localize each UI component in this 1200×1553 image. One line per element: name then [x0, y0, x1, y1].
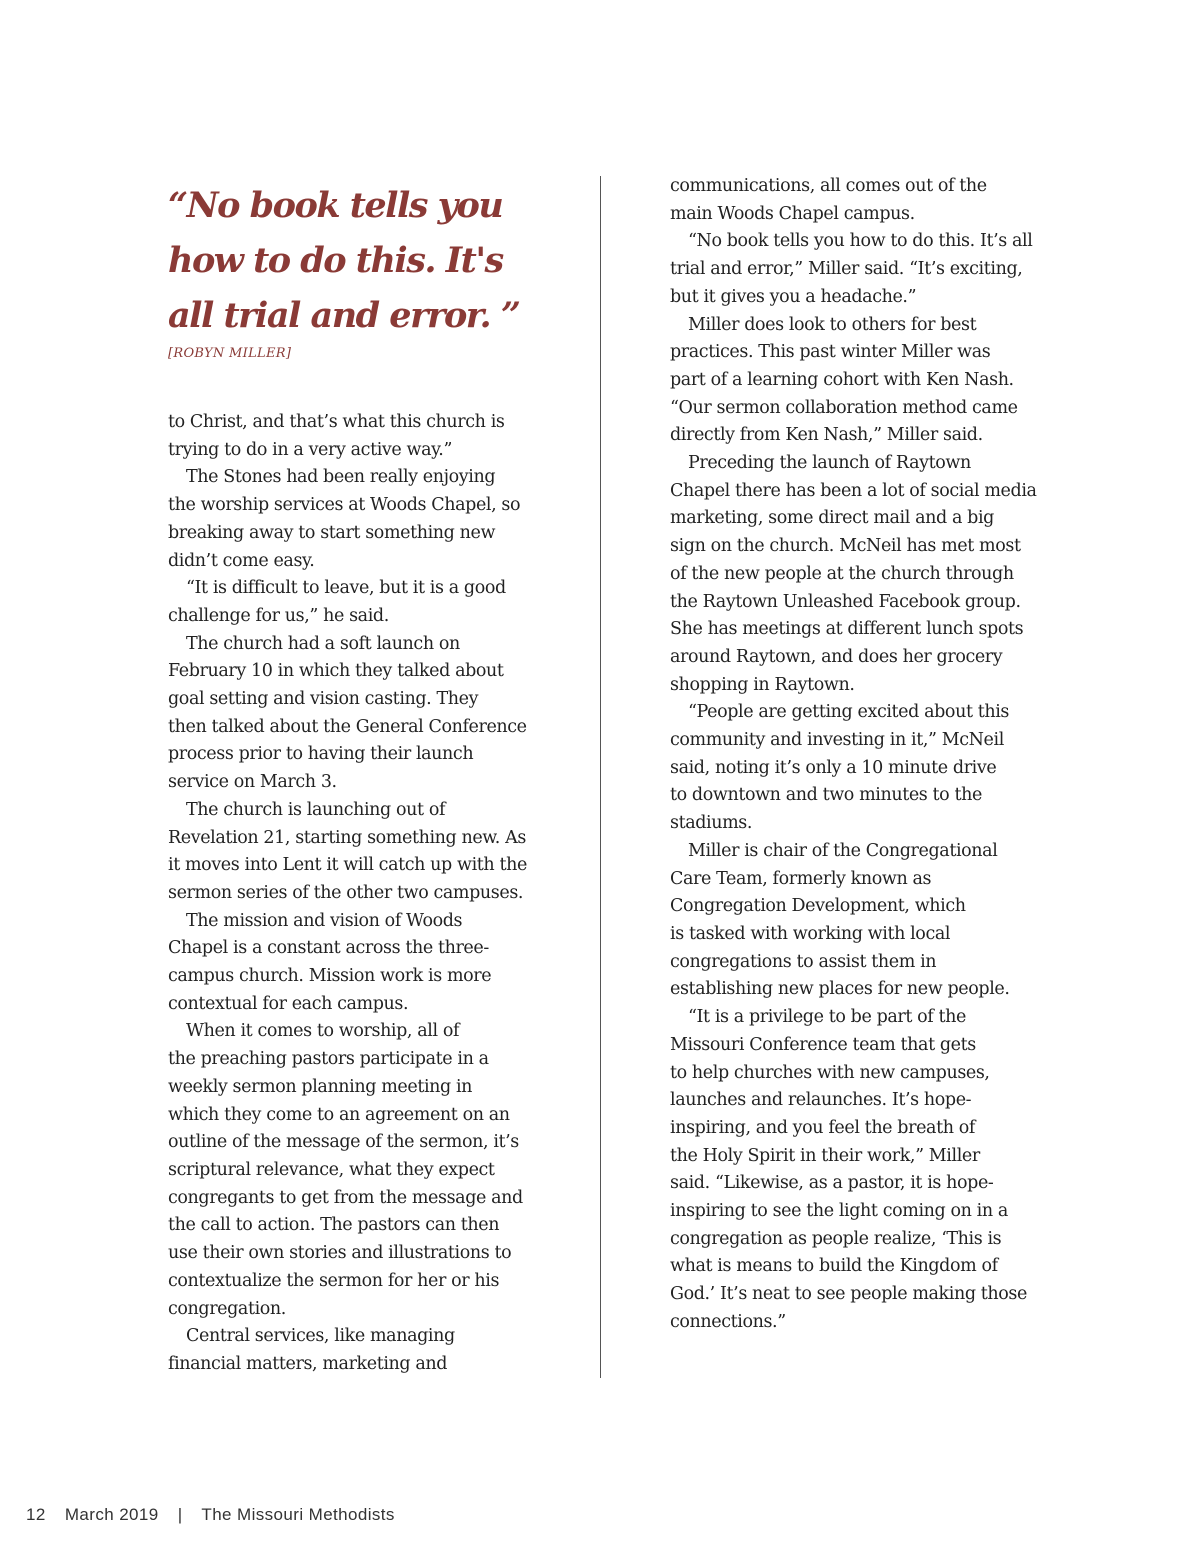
text-line: Miller does look to others for best: [688, 314, 977, 335]
text-line: financial matters, marketing and: [168, 1353, 448, 1374]
text-line: stadiums.: [670, 813, 753, 834]
text-line: “No book tells you how to do this. It’s all: [688, 231, 1033, 252]
text-line: God.’ It’s neat to see people making those: [670, 1284, 1027, 1305]
text-line: The church had a soft launch on: [186, 633, 460, 654]
text-line: “It is difficult to leave, but it is a good: [186, 578, 506, 599]
paragraph: [670, 450, 1040, 699]
text-line: Care Team, formerly known as: [670, 868, 932, 889]
text-line: sermon series of the other two campuses.: [168, 882, 524, 903]
text-line: process prior to having their launch: [168, 744, 474, 765]
text-line: Chapel is a constant across the three-: [168, 938, 489, 959]
text-line: congregation.: [168, 1298, 286, 1319]
paragraph: [168, 1018, 538, 1323]
text-line: the worship services at Woods Chapel, so: [168, 495, 521, 516]
text-line: outline of the message of the sermon, it’s: [168, 1132, 519, 1153]
text-line: said. “Likewise, as a pastor, it is hope-: [670, 1173, 994, 1194]
text-line: to downtown and two minutes to the: [670, 785, 982, 806]
text-line: “People are getting excited about this: [688, 702, 1010, 723]
text-line: scriptural relevance, what they expect: [168, 1159, 495, 1180]
text-line: The Stones had been really enjoying: [186, 467, 496, 488]
paragraph: [168, 1323, 538, 1378]
text-line: campus church. Mission work is more: [168, 966, 492, 987]
paragraph: [670, 228, 1040, 311]
paragraph: [670, 312, 1040, 451]
text-line: what is means to build the Kingdom of: [670, 1256, 998, 1277]
paragraph: [168, 908, 538, 1019]
issue-date: March 2019: [64, 1505, 159, 1524]
text-line: the call to action. The pastors can then: [168, 1215, 500, 1236]
text-line: the preaching pastors participate in a: [168, 1049, 489, 1070]
text-line: directly from Ken Nash,” Miller said.: [670, 425, 983, 446]
text-line: Missouri Conference team that gets: [670, 1034, 976, 1055]
text-line: Preceding the launch of Raytown: [688, 453, 971, 474]
text-line: then talked about the General Conference: [168, 716, 527, 737]
text-line: to help churches with new campuses,: [670, 1062, 990, 1083]
text-line: Congregation Development, which: [670, 896, 966, 917]
paragraph: [168, 631, 538, 797]
text-line: “It is a privilege to be part of the: [688, 1007, 966, 1028]
text-line: launches and relaunches. It’s hope-: [670, 1090, 972, 1111]
text-line: the Raytown Unleashed Facebook group.: [670, 591, 1021, 612]
text-line: When it comes to worship, all of: [186, 1021, 460, 1042]
text-line: challenge for us,” he said.: [168, 605, 389, 626]
paragraph: [168, 464, 538, 575]
text-line: communications, all comes out of the: [670, 176, 987, 196]
text-line: to Christ, and that’s what this church is: [168, 412, 505, 432]
text-line: use their own stories and illustrations to: [168, 1243, 512, 1264]
text-line: inspiring, and you feel the breath of: [670, 1117, 975, 1138]
text-line: weekly sermon planning meeting in: [168, 1076, 473, 1097]
paragraph: [168, 797, 538, 908]
text-line: contextual for each campus.: [168, 993, 409, 1014]
text-line: community and investing in it,” McNeil: [670, 730, 1004, 751]
text-line: practices. This past winter Miller was: [670, 342, 991, 363]
text-line: the Holy Spirit in their work,” Miller: [670, 1145, 980, 1166]
text-line: breaking away to start something new: [168, 522, 496, 543]
text-line: contextualize the sermon for her or his: [168, 1270, 500, 1291]
text-line: connections.”: [670, 1311, 786, 1332]
text-line: shopping in Raytown.: [670, 674, 855, 695]
right-column: [670, 173, 1040, 1337]
text-line: marketing, some direct mail and a big: [670, 508, 994, 529]
text-line: Revelation 21, starting something new. As: [168, 827, 526, 848]
column-divider: [600, 176, 601, 1378]
text-line: congregations to assist them in: [670, 951, 937, 972]
text-line: February 10 in which they talked about: [168, 661, 504, 682]
text-line: She has meetings at different lunch spots: [670, 619, 1024, 640]
text-line: “Our sermon collaboration method came: [670, 397, 1018, 418]
text-line: Chapel there has been a lot of social media: [670, 480, 1037, 501]
paragraph: [670, 173, 1040, 228]
text-line: which they come to an agreement on an: [168, 1104, 510, 1125]
publication-name: The Missouri Methodists: [201, 1505, 395, 1524]
text-line: trying to do in a very active way.”: [168, 439, 452, 460]
pull-quote-line: all trial and error. ”: [168, 295, 520, 336]
text-line: didn’t come easy.: [168, 550, 315, 571]
page-footer: [26, 1505, 409, 1525]
text-line: service on March 3.: [168, 772, 337, 793]
text-line: The church is launching out of: [186, 799, 446, 820]
text-line: around Raytown, and does her grocery: [670, 646, 1003, 667]
text-line: inspiring to see the light coming on in a: [670, 1201, 1008, 1222]
pull-quote-line: “No book tells you: [168, 185, 503, 226]
text-line: sign on the church. McNeil has met most: [670, 536, 1021, 557]
text-line: part of a learning cohort with Ken Nash.: [670, 369, 1014, 390]
text-line: trial and error,” Miller said. “It’s exciting,: [670, 259, 1023, 280]
text-line: The mission and vision of Woods: [186, 910, 463, 931]
text-line: is tasked with working with local: [670, 923, 951, 944]
text-line: of the new people at the church through: [670, 563, 1014, 584]
pull-quote: [168, 178, 568, 343]
text-line: congregation as people realize, ‘This is: [670, 1228, 1002, 1249]
paragraph: [168, 575, 538, 630]
page-number: 12: [26, 1505, 46, 1524]
paragraph: [670, 1004, 1040, 1336]
text-line: it moves into Lent it will catch up with the: [168, 855, 527, 876]
paragraph: [168, 409, 538, 464]
paragraph: [670, 699, 1040, 838]
text-line: Miller is chair of the Congregational: [688, 840, 998, 861]
pull-quote-line: how to do this. It's: [168, 240, 503, 281]
text-line: establishing new places for new people.: [670, 979, 1010, 1000]
text-line: but it gives you a headache.”: [670, 286, 917, 307]
text-line: Central services, like managing: [186, 1326, 455, 1347]
paragraph: [670, 838, 1040, 1004]
left-column: [168, 409, 538, 1379]
text-line: said, noting it’s only a 10 minute drive: [670, 757, 997, 778]
text-line: goal setting and vision casting. They: [168, 689, 479, 710]
footer-separator: |: [177, 1505, 183, 1524]
text-line: congregants to get from the message and: [168, 1187, 523, 1208]
pull-quote-attribution: [ROBYN MILLER]: [168, 346, 292, 361]
text-line: main Woods Chapel campus.: [670, 203, 915, 224]
